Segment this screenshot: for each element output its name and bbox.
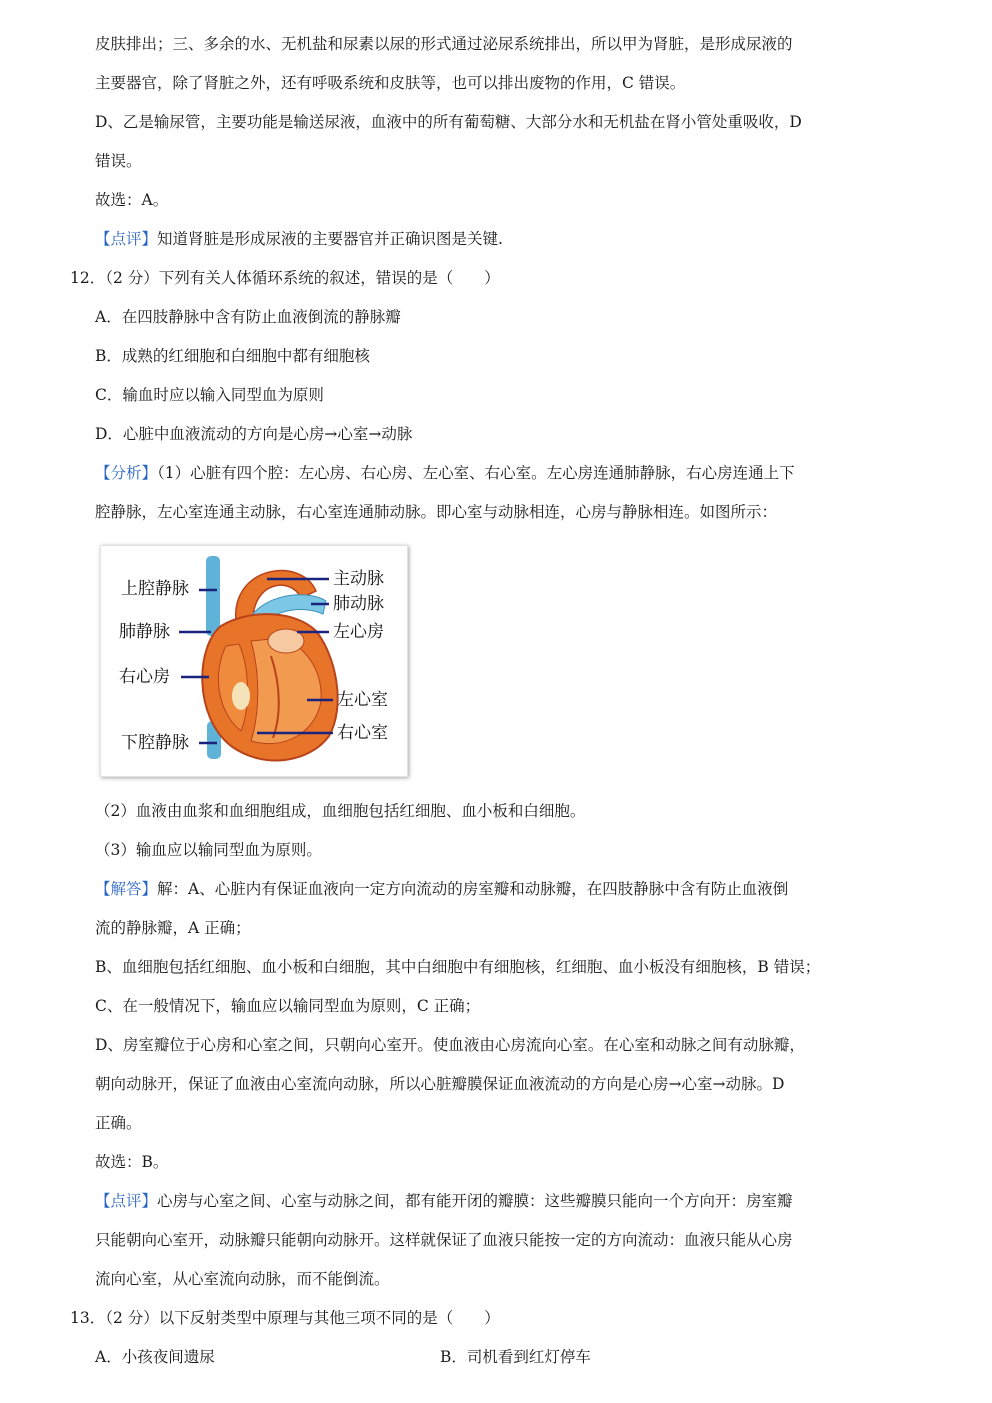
comment-tag: 【点评】 — [95, 1192, 158, 1210]
solution-line: 朝向动脉开，保证了血液由心室流向动脉，所以心脏瓣膜保证血液流动的方向是心房→心室→动脉。D — [95, 1075, 785, 1093]
solution-line: D、房室瓣位于心房和心室之间，只朝向心室开。使血液由心房流向心室。在心室和动脉之间有动脉瓣， — [95, 1036, 805, 1054]
heart-diagram — [100, 545, 408, 777]
label-pulmonary-artery: 肺动脉 — [333, 594, 384, 614]
text-line: 错误。 — [95, 152, 142, 170]
analysis-line — [95, 462, 795, 484]
label-inferior-vena-cava: 下腔静脉 — [121, 733, 189, 753]
label-superior-vena-cava: 上腔静脉 — [121, 579, 189, 599]
comment-line: 只能朝向心室开，动脉瓣只能朝向动脉开。这样就保证了血液只能按一定的方向流动：血液只能从心房 — [95, 1231, 793, 1249]
analysis-line: 腔静脉，左心室连通主动脉，右心室连通肺动脉。即心室与动脉相连，心房与静脉相连。如图所示： — [95, 503, 778, 521]
comment-tag: 【点评】 — [95, 230, 158, 248]
analysis-line: （2）血液由血浆和血细胞组成，血细胞包括红细胞、血小板和白细胞。 — [95, 802, 586, 820]
option-a: A．小孩夜间遗尿 — [95, 1348, 215, 1366]
text-line: 故选：A。 — [95, 191, 169, 209]
solution-tag: 【解答】 — [95, 880, 158, 898]
option-d: D．心脏中血液流动的方向是心房→心室→动脉 — [95, 425, 413, 443]
solution-line: B、血细胞包括红细胞、血小板和白细胞，其中白细胞中有细胞核，红细胞、血小板没有细胞核，B 错误； — [95, 958, 821, 976]
comment-text: 心房与心室之间、心室与动脉之间，都有能开闭的瓣膜：这些瓣膜只能向一个方向开：房室瓣 — [157, 1192, 793, 1210]
superior-vena-cava-shape — [206, 556, 220, 636]
label-right-atrium: 右心房 — [119, 667, 170, 687]
option-b: B．司机看到红灯停车 — [440, 1348, 591, 1366]
option-a: A．在四肢静脉中含有防止血液倒流的静脉瓣 — [95, 308, 401, 326]
text-line: 皮肤排出；三、多余的水、无机盐和尿素以尿的形式通过泌尿系统排出，所以甲为肾脏，是形成尿液的 — [95, 35, 793, 53]
analysis-tag: 【分析】 — [95, 464, 158, 482]
label-left-ventricle: 左心室 — [337, 690, 388, 710]
solution-line — [95, 878, 788, 900]
option-b: B．成熟的红细胞和白细胞中都有细胞核 — [95, 347, 370, 365]
question-13: 13．（2 分）以下反射类型中原理与其他三项不同的是（ ） — [70, 1309, 500, 1327]
comment-text: 知道肾脏是形成尿液的主要器官并正确识图是关键. — [157, 230, 503, 248]
question-12: 12．（2 分）下列有关人体循环系统的叙述，错误的是（ ） — [70, 269, 500, 287]
solution-line: 故选：B。 — [95, 1153, 169, 1171]
analysis-text: （1）心脏有四个腔：左心房、右心房、左心室、右心室。左心房连通肺静脉，右心房连通上下 — [157, 464, 795, 482]
label-aorta: 主动脉 — [333, 569, 384, 589]
label-left-atrium: 左心房 — [333, 622, 384, 642]
label-right-ventricle: 右心室 — [337, 723, 388, 743]
text-line: D、乙是输尿管，主要功能是输送尿液，血液中的所有葡萄糖、大部分水和无机盐在肾小管处重吸收，D — [95, 113, 802, 131]
comment-line — [95, 1190, 793, 1212]
comment-line: 流向心室，从心室流向动脉，而不能倒流。 — [95, 1270, 390, 1288]
option-c: C．输血时应以输入同型血为原则 — [95, 386, 324, 404]
solution-line: C、在一般情况下，输血应以输同型血为原则，C 正确； — [95, 997, 481, 1015]
analysis-line: （3）输血应以输同型血为原则。 — [95, 841, 322, 859]
label-pulmonary-vein: 肺静脉 — [119, 622, 170, 642]
solution-line: 正确。 — [95, 1114, 142, 1132]
valve-shape — [232, 682, 250, 710]
solution-line: 流的静脉瓣，A 正确； — [95, 919, 251, 937]
text-line: 主要器官，除了肾脏之外，还有呼吸系统和皮肤等，也可以排出废物的作用，C 错误。 — [95, 74, 686, 92]
solution-text: 解：A、心脏内有保证血液向一定方向流动的房室瓣和动脉瓣，在四肢静脉中含有防止血液倒 — [157, 880, 789, 898]
comment-line — [95, 228, 503, 250]
